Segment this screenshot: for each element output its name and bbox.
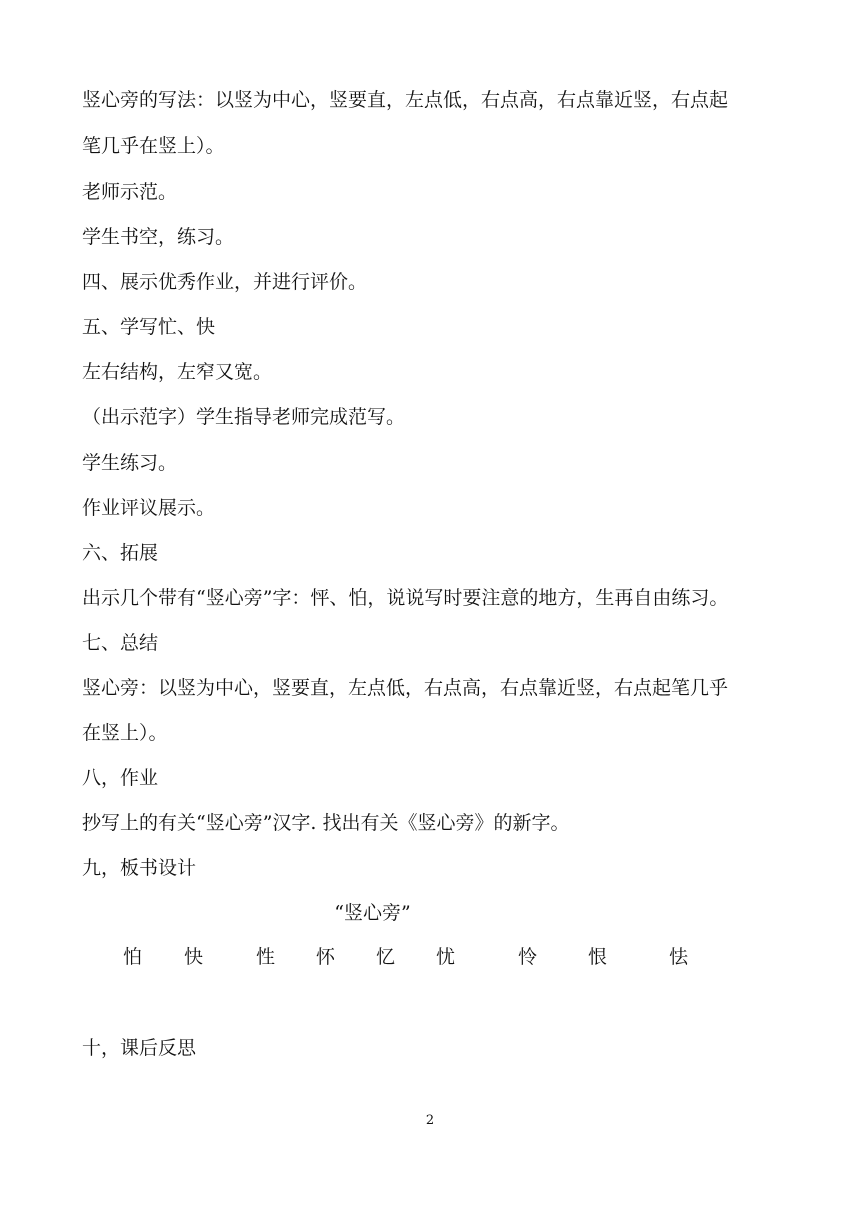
- board-title: “竖心旁”: [334, 902, 411, 924]
- text-line-8: （出示范字）学生指导老师完成范写。: [82, 406, 406, 428]
- board-character: 忆: [376, 946, 396, 968]
- board-character: 性: [256, 946, 276, 968]
- text-line-7: 左右结构，左窄又宽。: [82, 361, 273, 383]
- text-line-10: 作业评议展示。: [82, 497, 216, 519]
- text-line-2: 笔几乎在竖上）。: [82, 135, 225, 157]
- section-heading-8: 八，作业: [82, 767, 159, 789]
- board-character: 怀: [316, 946, 336, 968]
- section-heading-6: 六、拓展: [82, 542, 159, 564]
- text-line-12: 出示几个带有“竖心旁”字：怦、怕，说说写时要注意的地方，生再自由练习。: [82, 587, 729, 609]
- text-line-4: 学生书空，练习。: [82, 226, 235, 248]
- board-character: 快: [184, 946, 204, 968]
- section-heading-7: 七、总结: [82, 632, 159, 654]
- text-line-15: 在竖上）。: [82, 722, 168, 744]
- board-character: 怜: [518, 946, 538, 968]
- board-character: 恨: [588, 946, 608, 968]
- page-number: 2: [425, 1113, 435, 1128]
- section-heading-5: 五、学写忙、快: [82, 316, 216, 338]
- section-heading-10: 十，课后反思: [82, 1037, 197, 1059]
- section-heading-9: 九，板书设计: [82, 857, 197, 879]
- text-line-1: 竖心旁的写法：以竖为中心，竖要直，左点低，右点高，右点靠近竖，右点起: [82, 89, 729, 111]
- text-line-9: 学生练习。: [82, 452, 178, 474]
- text-line-14: 竖心旁：以竖为中心，竖要直，左点低，右点高，右点靠近竖，右点起笔几乎: [82, 677, 729, 699]
- board-character: 怕: [123, 946, 143, 968]
- board-character: 忧: [436, 946, 456, 968]
- text-line-17: 抄写上的有关“竖心旁”汉字. 找出有关《竖心旁》的新字。: [82, 812, 570, 834]
- section-heading-4: 四、展示优秀作业，并进行评价。: [82, 271, 368, 293]
- text-line-3: 老师示范。: [82, 181, 178, 203]
- board-character: 怯: [669, 946, 689, 968]
